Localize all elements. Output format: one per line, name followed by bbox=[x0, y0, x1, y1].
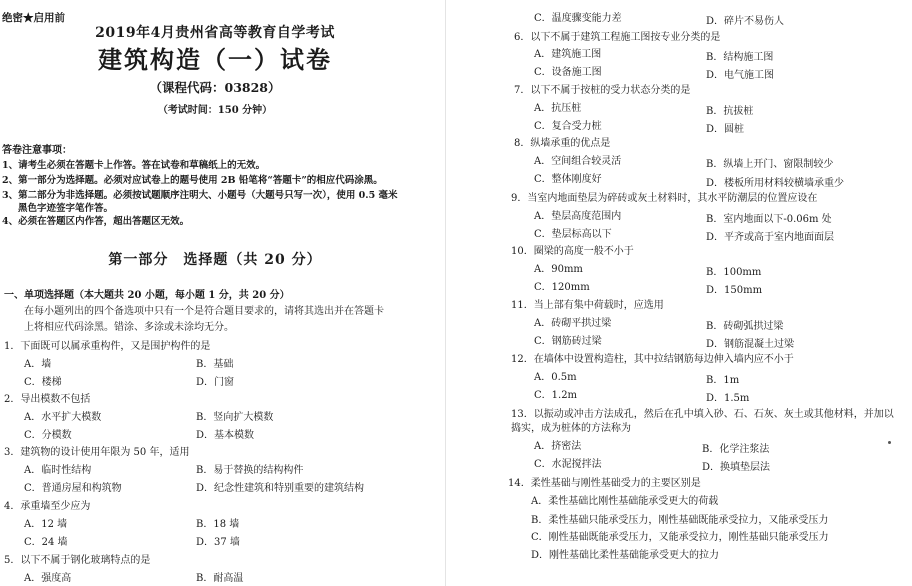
option: D．平齐或高于室内地面面层 bbox=[706, 232, 835, 243]
option: D．圆桩 bbox=[706, 124, 745, 135]
option: B．100mm bbox=[706, 267, 762, 278]
option: D．纪念性建筑和特别重要的建筑结构 bbox=[196, 483, 365, 494]
option: C．1.2m bbox=[534, 390, 578, 401]
option: A．水平扩大模数 bbox=[24, 412, 102, 423]
option: C．钢筋砖过梁 bbox=[534, 336, 602, 347]
note-item: 3、第二部分为非选择题。必须按试题顺序注明大、小题号（大题号只写一次），使用 0.5 毫米 bbox=[2, 190, 398, 201]
secret-label: 绝密★启用前 bbox=[2, 12, 65, 24]
option: C．普通房屋和构筑物 bbox=[24, 483, 122, 494]
notes-title: 答卷注意事项： bbox=[2, 145, 72, 156]
question-stem: 2．导出模数不包括 bbox=[4, 394, 91, 405]
question-stem: 11．当上部有集中荷载时，应选用 bbox=[511, 300, 664, 311]
question-stem: 14．柔性基础与刚性基础受力的主要区别是 bbox=[508, 478, 701, 489]
option: D．基本模数 bbox=[196, 430, 255, 441]
option: A．砖砌平拱过梁 bbox=[534, 318, 612, 329]
question-stem: 6．以下不属于建筑工程施工图按专业分类的是 bbox=[514, 32, 721, 43]
option: A．挤密法 bbox=[534, 441, 582, 452]
question-stem: 5．以下不属于钢化玻璃特点的是 bbox=[4, 555, 151, 566]
note-item: 4、必须在答题区内作答，超出答题区无效。 bbox=[2, 216, 190, 227]
section-desc: 上将相应代码涂黑。错涂、多涂或未涂均无分。 bbox=[24, 322, 234, 333]
option: D．换填垫层法 bbox=[702, 462, 771, 473]
option: A．建筑施工图 bbox=[534, 49, 602, 60]
column-divider bbox=[445, 0, 446, 586]
option: B．柔性基础只能承受压力，刚性基础既能承受拉力，又能承受压力 bbox=[531, 515, 829, 526]
option: C．复合受力桩 bbox=[534, 121, 602, 132]
option: C．水泥搅拌法 bbox=[534, 459, 602, 470]
option: B．化学注浆法 bbox=[702, 444, 770, 455]
note-item: 1、请考生必须在答题卡上作答。答在试卷和草稿纸上的无效。 bbox=[2, 160, 266, 171]
note-item: 2、第一部分为选择题。必须对应试卷上的题号使用 2B 铅笔将“答题卡”的相应代码涂黑。 bbox=[2, 175, 383, 186]
option: D．刚性基础比柔性基础能承受更大的拉力 bbox=[531, 550, 720, 561]
question-stem: 3．建筑物的设计使用年限为 50 年，适用 bbox=[4, 447, 190, 458]
option: B．1m bbox=[706, 375, 740, 386]
option: B．纵墙上开门、窗限制较少 bbox=[706, 159, 834, 170]
exam-title: 2019年4月贵州省高等教育自学考试 bbox=[95, 25, 335, 41]
option: A．垫层高度范围内 bbox=[534, 211, 622, 222]
question-stem: 13．以振动或冲击方法成孔，然后在孔中填入砂、石、石灰、灰土或其他材料，并加以 bbox=[511, 409, 894, 420]
option: A．12 墙 bbox=[24, 519, 68, 530]
option: A．临时性结构 bbox=[24, 465, 92, 476]
note-item: 黑色字迹签字笔作答。 bbox=[18, 203, 114, 214]
option: D．门窗 bbox=[196, 377, 235, 388]
option: B．室内地面以下-0.06m 处 bbox=[706, 214, 832, 225]
option: C．分模数 bbox=[24, 430, 72, 441]
option: C．120mm bbox=[534, 282, 590, 293]
question-stem: 10．圈梁的高度一般不小于 bbox=[511, 246, 634, 257]
course-code: （课程代码：03828） bbox=[149, 80, 281, 95]
option: C．24 墙 bbox=[24, 537, 68, 548]
option: D．150mm bbox=[706, 285, 763, 296]
question-stem: 7．以下不属于按桩的受力状态分类的是 bbox=[514, 85, 691, 96]
option: D．1.5m bbox=[706, 393, 750, 404]
option: D．碎片不易伤人 bbox=[706, 16, 785, 27]
option: C．整体刚度好 bbox=[534, 174, 602, 185]
option: B．抗拔桩 bbox=[706, 106, 754, 117]
option: B．耐高温 bbox=[196, 573, 244, 584]
option: A．90mm bbox=[534, 264, 583, 275]
question-stem: 1．下面既可以属承重构件，又是围护构件的是 bbox=[4, 341, 211, 352]
option: D．楼板所用材料较横墙承重少 bbox=[706, 178, 845, 189]
question-stem: 4．承重墙至少应为 bbox=[4, 501, 91, 512]
option: A．抗压桩 bbox=[534, 103, 582, 114]
question-stem: 8．纵墙承重的优点是 bbox=[514, 138, 611, 149]
option: A．空间组合较灵活 bbox=[534, 156, 622, 167]
question-stem-continued: 捣实，成为桩体的方法称为 bbox=[511, 423, 631, 434]
option: A．0.5m bbox=[534, 372, 577, 383]
option: B．砖砌弧拱过梁 bbox=[706, 321, 784, 332]
option: C．刚性基础既能承受压力，又能承受拉力，刚性基础只能承受压力 bbox=[531, 532, 829, 543]
option: A．强度高 bbox=[24, 573, 72, 584]
option: A．柔性基础比刚性基础能承受更大的荷载 bbox=[531, 496, 719, 507]
scan-speck bbox=[888, 441, 891, 444]
subject-title: 建筑构造（一）试卷 bbox=[98, 46, 332, 74]
option: B．基础 bbox=[196, 359, 234, 370]
option: D．钢筋混凝土过梁 bbox=[706, 339, 795, 350]
question-stem: 9．当室内地面垫层为碎砖或灰土材料时，其水平防潮层的位置应设在 bbox=[511, 193, 818, 204]
section-desc: 在每小题列出的四个备选项中只有一个是符合题目要求的，请将其选出并在答题卡 bbox=[24, 306, 384, 317]
part-title: 第一部分 选择题（共 20 分） bbox=[108, 252, 322, 268]
option: D．37 墙 bbox=[196, 537, 240, 548]
exam-time: （考试时间：150 分钟） bbox=[157, 105, 273, 116]
option: B．结构施工图 bbox=[706, 52, 774, 63]
question-stem: 12．在墙体中设置构造柱，其中拉结钢筋每边伸入墙内应不小于 bbox=[511, 354, 794, 365]
option: C．楼梯 bbox=[24, 377, 62, 388]
section-heading: 一、单项选择题（本大题共 20 小题，每小题 1 分，共 20 分） bbox=[4, 290, 290, 301]
option: B．竖向扩大模数 bbox=[196, 412, 274, 423]
option: C．垫层标高以下 bbox=[534, 229, 612, 240]
option: B．易于替换的结构构件 bbox=[196, 465, 304, 476]
option: B．18 墙 bbox=[196, 519, 240, 530]
option: C．设备施工图 bbox=[534, 67, 602, 78]
option: D．电气施工图 bbox=[706, 70, 775, 81]
option: C．温度骤变能力差 bbox=[534, 13, 622, 24]
option: A．墙 bbox=[24, 359, 52, 370]
